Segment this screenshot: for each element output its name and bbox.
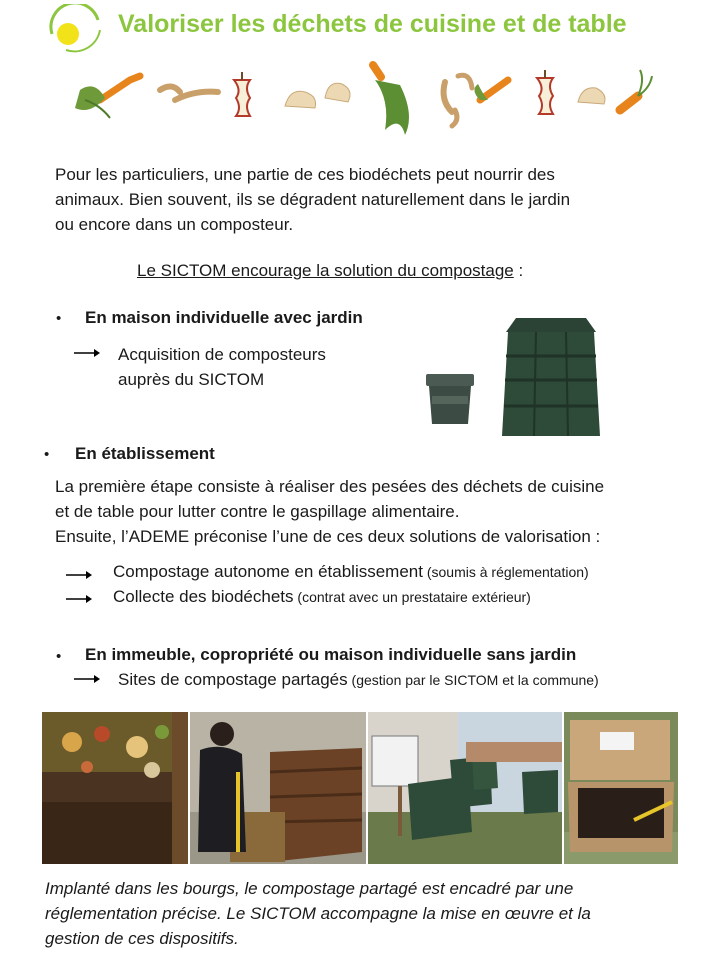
footer-line: gestion de ces dispositifs. (45, 929, 239, 948)
option-main: Collecte des biodéchets (113, 587, 294, 606)
page-title: Valoriser les déchets de cuisine et de table (118, 10, 627, 38)
footer-line: réglementation précise. Le SICTOM accompagne la mise en œuvre et la (45, 904, 591, 923)
compost-heap-photo (42, 712, 188, 864)
shared-composting-site-photo (368, 712, 562, 864)
option-collecte-biodechets (113, 587, 531, 607)
section-heading-maison: En maison individuelle avec jardin (85, 308, 363, 327)
option-main: Compostage autonome en établissement (113, 562, 423, 581)
kitchen-bin-image (424, 368, 476, 426)
option-compostage-partage (118, 670, 599, 690)
option-main: Sites de compostage partagés (118, 670, 348, 689)
footer-line: Implanté dans les bourgs, le compostage partagé est encadré par une (45, 879, 574, 898)
option-note: (gestion par le SICTOM et la commune) (347, 672, 599, 688)
bullet-dot: • (56, 310, 62, 327)
option-note: (soumis à réglementation) (422, 564, 589, 580)
shared-composting-person-photo (190, 712, 366, 864)
intro-paragraph (55, 162, 570, 237)
maison-line: Acquisition de composteurs (118, 345, 326, 364)
maison-line: auprès du SICTOM (118, 370, 265, 389)
etablissement-line: Ensuite, l’ADEME préconise l’une de ces deux solutions de valorisation : (55, 527, 601, 546)
encourage-link[interactable]: Le SICTOM encourage la solution du compostage (137, 261, 514, 280)
footer-paragraph (45, 876, 591, 951)
intro-line: ou encore dans un composteur. (55, 215, 294, 234)
wooden-composter-photo (564, 712, 678, 864)
etablissement-line: La première étape consiste à réaliser des pesées des déchets de cuisine (55, 477, 605, 496)
arrow-right-icon (74, 348, 100, 358)
arrow-right-icon (66, 570, 92, 580)
intro-line: animaux. Bien souvent, ils se dégradent naturellement dans le jardin (55, 190, 571, 209)
intro-line: Pour les particuliers, une partie de ces biodéchets peut nourrir des (55, 165, 555, 184)
arrow-right-icon (74, 674, 100, 684)
option-compostage-autonome (113, 562, 589, 582)
etablissement-line: et de table pour lutter contre le gaspillage alimentaire. (55, 502, 460, 521)
garden-composter-image (500, 312, 602, 440)
arrow-right-icon (66, 594, 92, 604)
encourage-line (137, 258, 523, 283)
bullet-dot: • (56, 648, 62, 665)
bullet-dot: • (44, 446, 50, 463)
option-note: (contrat avec un prestataire extérieur) (293, 589, 531, 605)
food-waste-illustration (60, 60, 660, 140)
sictom-logo (44, 4, 104, 56)
encourage-suffix: : (513, 261, 524, 280)
etablissement-text (55, 474, 604, 549)
maison-text (118, 342, 326, 392)
section-heading-etablissement: En établissement (75, 444, 215, 463)
section-heading-immeuble: En immeuble, copropriété ou maison individuelle sans jardin (85, 645, 577, 664)
